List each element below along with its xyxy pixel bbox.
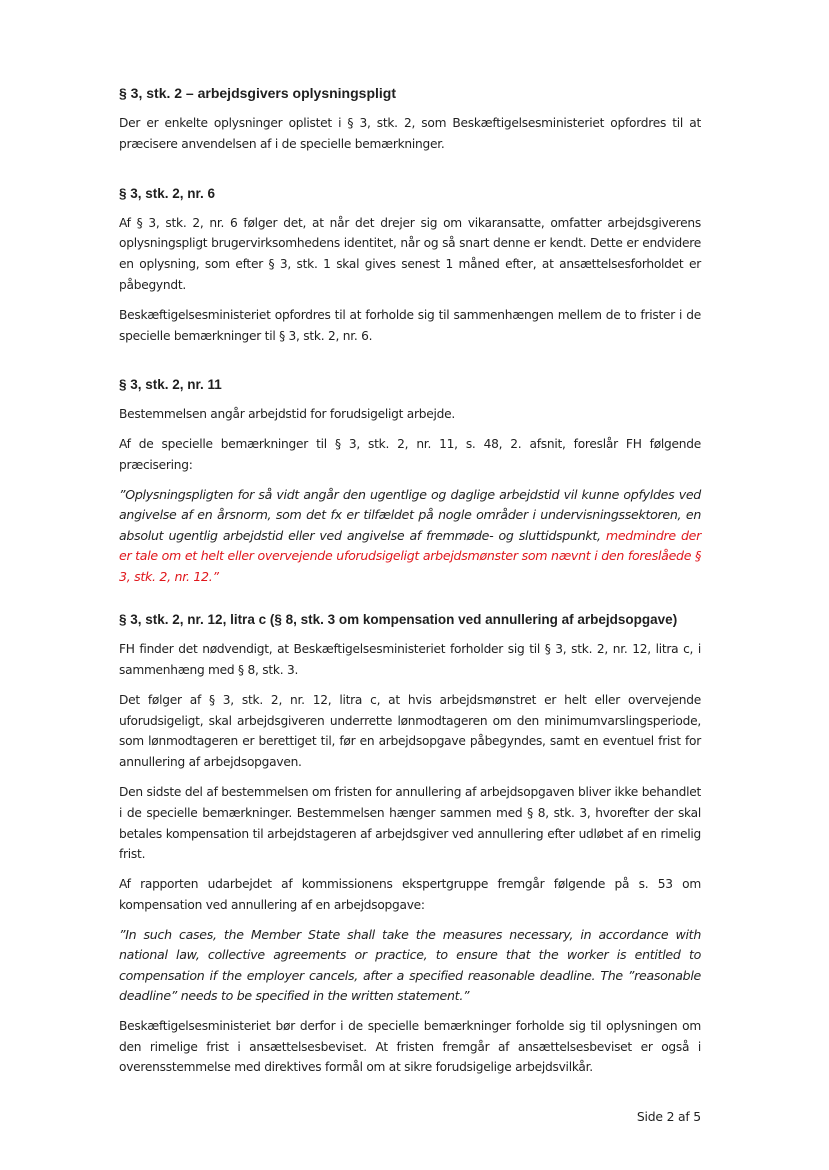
section-paragraph: Af rapporten udarbejdet af kommissionens ekspertgruppe fremgår følgende på s. 53 om kompensation ved annullering af en arbejdsopgave: <box>119 877 701 913</box>
section-heading-nr-12-litra-c: § 3, stk. 2, nr. 12, litra c (§ 8, stk. 3 om kompensation ved annullering af arbejdsopgave) <box>119 612 678 628</box>
section-heading-nr-6: § 3, stk. 2, nr. 6 <box>119 185 216 201</box>
page-number: Side 2 af 5 <box>636 1109 701 1124</box>
section-paragraph: Der er enkelte oplysninger oplistet i § 3, stk. 2, som Beskæftigelsesministeriet opfordres til at præcisere anvendelsen af i de specielle bemærkninger. <box>119 116 701 151</box>
section-paragraph: Beskæftigelsesministeriet bør derfor i de specielle bemærkninger forholde sig til oplysningen om den rimelige frist i ansættelsesbeviset. At fristen fremgår af ansættelsesbeviset er også i overensstemmelse med direktives formål om at sikre forudsigelige arbejdsvilkår. <box>119 1018 701 1075</box>
section-paragraph: FH finder det nødvendigt, at Beskæftigelsesministeriet forholder sig til § 3, stk. 2, nr. 12, litra c, i sammenhæng med § 8, stk. 3. <box>119 642 701 678</box>
document-page <box>119 84 701 1078</box>
section-paragraph: Af § 3, stk. 2, nr. 6 følger det, at når det drejer sig om vikaransatte, omfatter arbejdsgiverens oplysningspligt brugervirksomhedens identitet, når og så snart denne er kendt. Dette er endvidere en oplysning, som efter § 3, stk. 1 skal gives senest 1 måned efter, at ansættelsesforholdet er påbegyndt. <box>119 215 701 292</box>
quote-text: ”Oplysningspligten for så vidt angår den ugentlige og daglige arbejdstid vil kunne opfyldes ved angivelse af en årsnorm, som det fx er tilfældet på nogle områder i undervisningssektoren, en absolut ugentlig arbejdstid eller ved angivelse af fremmøde- og sluttidspunkt, <box>119 486 701 543</box>
section-paragraph: Af de specielle bemærkninger til § 3, stk. 2, nr. 11, s. 48, 2. afsnit, foreslår FH følgende præcisering: <box>119 437 701 472</box>
quote-highlighted-addition: medmindre der er tale om et helt eller overvejende uforudsigeligt arbejdsmønster som nævnt i den foreslåede § 3, stk. 2, nr. 12.” <box>119 527 702 584</box>
section-paragraph: Bestemmelsen angår arbejdstid for forudsigeligt arbejde. <box>119 407 455 422</box>
quote-expert-report: ”In such cases, the Member State shall take the measures necessary, in accordance with national law, collective agreements or practice, to ensure that the worker is entitled to compensation if the employer cancels, after a specified reasonable deadline. The ”reasonable deadline” needs to be specified in the written statement.” <box>119 926 701 1004</box>
section-paragraph: Den sidste del af bestemmelsen om fristen for annullering af arbejdsopgaven bliver ikke behandlet i de specielle bemærkninger. Bestemmelsen hænger sammen med § 8, stk. 3, hvorefter der skal betales kompensation til arbejdstageren af arbejdsgiver ved annullering efter udløbet af en rimelig frist. <box>119 785 701 862</box>
section-paragraph: Beskæftigelsesministeriet opfordres til at forholde sig til sammenhængen mellem de to frister i de specielle bemærkninger til § 3, stk. 2, nr. 6. <box>119 307 701 343</box>
section-heading-nr-11: § 3, stk. 2, nr. 11 <box>119 377 222 393</box>
section-paragraph: Det følger af § 3, stk. 2, nr. 12, litra c, at hvis arbejdsmønstret er helt eller overvejende uforudsigeligt, skal arbejdsgiveren underrette lønmodtageren om den minimumvarslingsperiode, som lønmodtageren er berettiget til, før en arbejdsopgave påbegyndes, samt en eventuel frist for annullering af arbejdsopgaven. <box>119 692 701 770</box>
quote-proposed-clarification <box>119 485 701 588</box>
section-heading-oplysningspligt: § 3, stk. 2 – arbejdsgivers oplysningspligt <box>119 85 396 101</box>
